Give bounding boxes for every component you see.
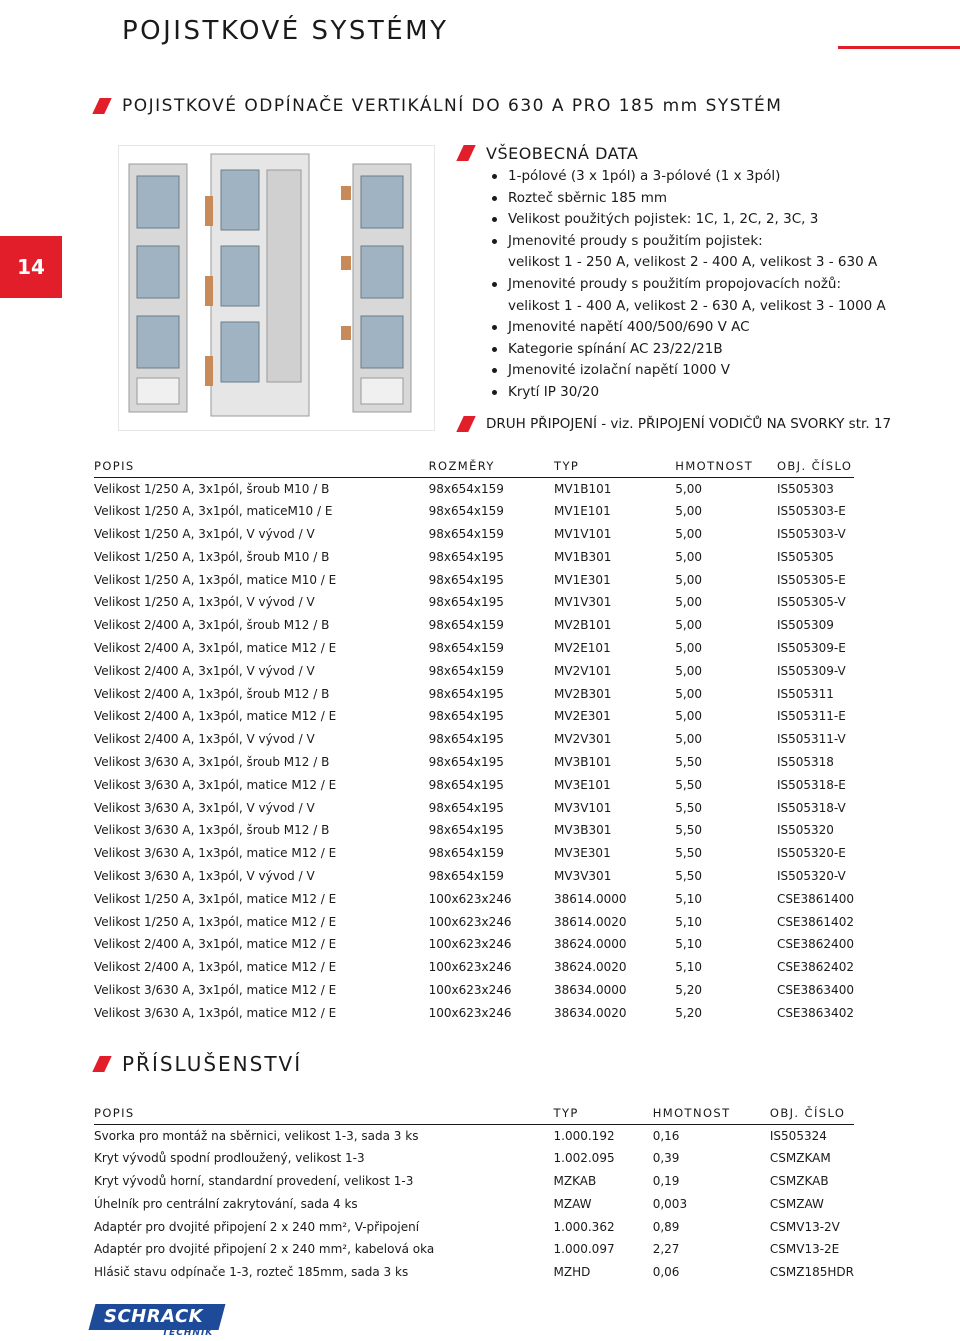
table-cell: IS505305 [776,549,834,564]
table-cell: Velikost 3/630 A, 3x1pól, V vývod / V [94,800,315,815]
table-row [94,1261,854,1284]
table-cell: Hlásič stavu odpínače 1-3, rozteč 185mm, sada 3 ks [94,1265,409,1280]
table-cell: 5,20 [675,1005,703,1020]
table-cell: MV3V301 [554,868,612,883]
table-cell: IS505303-V [776,526,846,541]
list-item: Krytí IP 30/20 [490,382,940,404]
table-cell: CSMV13-2E [769,1242,840,1257]
table-row [94,842,854,865]
table-row [94,1238,854,1261]
table-cell: 5,10 [675,914,703,929]
table-cell: Velikost 1/250 A, 1x3pól, matice M12 / E [94,914,337,929]
table-cell: Velikost 2/400 A, 3x1pól, šroub M12 / B [94,618,330,633]
table-cell: 5,00 [675,663,703,678]
table-cell: Velikost 2/400 A, 3x1pól, V vývod / V [94,663,315,678]
table-row [94,637,854,660]
table-cell: Velikost 1/250 A, 3x1pól, V vývod / V [94,526,315,541]
table-cell: 0,003 [652,1196,688,1211]
table-cell: Velikost 3/630 A, 3x1pól, matice M12 / E [94,777,337,792]
table-cell: MZKAB [553,1173,597,1188]
table-row [94,751,854,774]
fuse-unit-right [341,164,411,412]
table-cell: CSE3862402 [776,960,854,975]
table-cell: 0,16 [652,1128,680,1143]
table-cell: CSE3863400 [776,982,854,997]
col-header-description: POPIS [94,1102,554,1124]
table-cell: Velikost 3/630 A, 1x3pól, V vývod / V [94,868,315,883]
col-header-order-number: OBJ. ČÍSLO [777,455,854,477]
table-cell: 98x654x195 [428,549,504,564]
table-cell: 100x623x246 [428,960,512,975]
table-row [94,591,854,614]
table-cell: MV3E101 [554,777,611,792]
list-item: Jmenovité proudy s použitím propojovacích nožů: [490,274,940,296]
table-cell: Velikost 1/250 A, 1x3pól, šroub M10 / B [94,549,330,564]
table-cell: MZAW [553,1196,592,1211]
list-item-continued: velikost 1 - 250 A, velikost 2 - 400 A, velikost 3 - 630 A [508,254,878,271]
table-cell: 100x623x246 [428,914,512,929]
table-cell: MV2B101 [554,618,612,633]
table-cell: IS505305-E [776,572,846,587]
table-cell: CSE3863402 [776,1005,854,1020]
table-cell: 38614.0000 [554,891,627,906]
table-cell: 5,00 [675,595,703,610]
table-cell: Velikost 2/400 A, 3x1pól, matice M12 / E [94,937,337,952]
accessories-table [94,1102,854,1284]
table-cell: 100x623x246 [428,891,512,906]
table-cell: IS505309-E [776,640,846,655]
table-cell: MV2V301 [554,732,612,747]
table-cell: Velikost 2/400 A, 1x3pól, matice M12 / E [94,709,337,724]
table-cell: CSE3861400 [776,891,854,906]
table-cell: IS505320-E [776,846,846,861]
col-header-type: TYP [554,1102,653,1124]
table-cell: 1.000.192 [553,1128,615,1143]
table-cell: Velikost 2/400 A, 1x3pól, matice M12 / E [94,960,337,975]
table-cell: CSMZAW [769,1196,824,1211]
table-cell: 100x623x246 [428,982,512,997]
table-cell: 5,50 [675,800,703,815]
table-cell: IS505311 [776,686,834,701]
table-cell: 0,19 [652,1173,680,1188]
table-cell: 98x654x195 [428,709,504,724]
table-cell: 5,00 [675,732,703,747]
col-header-order-number: OBJ. ČÍSLO [770,1102,854,1124]
logo-name: SCHRACK [104,1306,204,1327]
list-item: Rozteč sběrnic 185 mm [490,188,940,210]
table-cell: 5,00 [675,504,703,519]
header-rule [838,46,960,49]
table-cell: Kryt vývodů spodní prodloužený, velikost 1-3 [94,1151,365,1166]
table-cell: IS505309 [776,618,834,633]
fuse-unit-left [129,164,187,412]
table-cell: 98x654x159 [428,868,504,883]
slash-icon [456,145,475,161]
table-cell: Úhelník pro centrální zakrytování, sada 4 ks [94,1196,358,1211]
table-row [94,477,854,500]
table-row [94,819,854,842]
table-cell: 98x654x159 [428,640,504,655]
table-cell: MV2B301 [554,686,612,701]
table-cell: IS505320-V [776,868,846,883]
table-cell: 1.000.097 [553,1242,615,1257]
table-cell: MV1E101 [554,504,611,519]
table-row [94,1147,854,1170]
table-cell: 5,00 [675,640,703,655]
table-cell: Velikost 3/630 A, 1x3pól, matice M12 / E [94,1005,337,1020]
table-cell: 98x654x159 [428,526,504,541]
table-row [94,979,854,1002]
list-item: Velikost použitých pojistek: 1C, 1, 2C, 2, 3C, 3 [490,209,940,231]
table-cell: 98x654x195 [428,686,504,701]
table-row [94,865,854,888]
product-photo [118,145,435,431]
list-item: Jmenovité napětí 400/500/690 V AC [490,317,940,339]
table-cell: 5,10 [675,891,703,906]
table-cell: 5,10 [675,937,703,952]
product-table [94,455,854,1024]
fuse-unit-middle [205,154,309,416]
table-cell: 5,00 [675,526,703,541]
table-cell: Velikost 3/630 A, 1x3pól, matice M12 / E [94,846,337,861]
table-cell: IS505303 [776,481,834,496]
table-row [94,682,854,705]
table-cell: CSE3862400 [776,937,854,952]
table-row [94,1192,854,1215]
section-title [96,96,782,116]
table-cell: 1.002.095 [553,1151,615,1166]
list-item: Kategorie spínání AC 23/22/21B [490,339,940,361]
table-cell: IS505309-V [776,663,846,678]
table-row [94,1215,854,1238]
table-cell: 98x654x195 [428,777,504,792]
table-row [94,910,854,933]
table-cell: IS505318-E [776,777,846,792]
table-cell: 5,00 [675,618,703,633]
table-cell: MV1B101 [554,481,612,496]
table-header-row [94,455,854,477]
table-cell: MV1V101 [554,526,612,541]
table-cell: 98x654x159 [428,618,504,633]
table-cell: Velikost 2/400 A, 1x3pól, šroub M12 / B [94,686,330,701]
table-cell: MV3B301 [554,823,612,838]
table-cell: IS505303-E [776,504,846,519]
table-cell: Velikost 1/250 A, 3x1pól, matice M12 / E [94,891,337,906]
table-cell: 38634.0020 [554,1005,627,1020]
table-cell: 38624.0020 [554,960,627,975]
table-cell: Velikost 3/630 A, 3x1pól, šroub M12 / B [94,754,330,769]
table-cell: Adaptér pro dvojité připojení 2 x 240 mm², V-připojení [94,1219,420,1234]
table-cell: 98x654x195 [428,823,504,838]
table-cell: 5,50 [675,823,703,838]
table-cell: 1.000.362 [553,1219,615,1234]
table-cell: Velikost 3/630 A, 3x1pól, matice M12 / E [94,982,337,997]
table-cell: 100x623x246 [428,1005,512,1020]
table-cell: 5,50 [675,777,703,792]
table-cell: Velikost 1/250 A, 3x1pól, šroub M10 / B [94,481,330,496]
logo-subtitle: TECHNIK [162,1328,214,1338]
list-item: Jmenovité proudy s použitím pojistek: [490,231,940,253]
table-cell: Velikost 1/250 A, 3x1pól, maticeM10 / E [94,504,333,519]
table-cell: 5,50 [675,868,703,883]
table-cell: 5,10 [675,960,703,975]
table-cell: CSMV13-2V [769,1219,840,1234]
page-title: POJISTKOVÉ SYSTÉMY [122,16,449,46]
table-cell: IS505311-E [776,709,846,724]
section-title-text: POJISTKOVÉ ODPÍNAČE VERTIKÁLNÍ DO 630 A PRO 185 mm SYSTÉM [122,96,783,116]
table-cell: 2,27 [652,1242,680,1257]
table-cell: CSMZ185HDR [769,1265,854,1280]
table-cell: IS505318-V [776,800,846,815]
table-cell: IS505318 [776,754,834,769]
list-item: 1-pólové (3 x 1pól) a 3-pólové (1 x 3pól) [490,166,940,188]
table-cell: MV2E301 [554,709,611,724]
col-header-weight: HMOTNOST [653,1102,770,1124]
table-cell: MV2V101 [554,663,612,678]
table-cell: 98x654x159 [428,846,504,861]
table-cell: 98x654x195 [428,595,504,610]
table-cell: 98x654x195 [428,732,504,747]
table-cell: MV1E301 [554,572,611,587]
table-cell: IS505311-V [776,732,846,747]
table-row [94,773,854,796]
table-cell: 0,89 [652,1219,680,1234]
table-row [94,545,854,568]
connection-note: DRUH PŘIPOJENÍ - viz. PŘIPOJENÍ VODIČŮ NA SVORKY str. 17 [460,416,891,432]
accessories-title: PŘÍSLUŠENSTVÍ [96,1052,302,1076]
table-cell: 0,39 [652,1151,680,1166]
table-cell: MV3V101 [554,800,612,815]
table-cell: IS505305-V [776,595,846,610]
table-cell: MZHD [553,1265,591,1280]
side-tab [0,0,62,1341]
schrack-logo [92,1302,222,1338]
table-cell: 100x623x246 [428,937,512,952]
table-cell: IS505324 [769,1128,827,1143]
slash-icon [92,98,111,114]
table-cell: 98x654x159 [428,481,504,496]
table-cell: MV1V301 [554,595,612,610]
table-cell: 5,00 [675,481,703,496]
table-cell: Adaptér pro dvojité připojení 2 x 240 mm², kabelová oka [94,1242,435,1257]
table-row [94,568,854,591]
table-cell: Velikost 2/400 A, 3x1pól, matice M12 / E [94,640,337,655]
table-row [94,500,854,523]
table-row [94,523,854,546]
page-number: 14 [0,236,62,298]
table-cell: CSMZKAM [769,1151,831,1166]
table-header-row [94,1102,854,1124]
slash-icon [92,1056,111,1072]
table-cell: 5,00 [675,549,703,564]
table-cell: MV3E301 [554,846,611,861]
table-cell: CSMZKAB [769,1173,829,1188]
list-item-continued: velikost 1 - 400 A, velikost 2 - 630 A, velikost 3 - 1000 A [508,297,886,314]
table-cell: Velikost 1/250 A, 1x3pól, matice M10 / E [94,572,337,587]
table-cell: MV1B301 [554,549,612,564]
table-row [94,1124,854,1147]
table-cell: MV2E101 [554,640,611,655]
table-cell: 98x654x195 [428,572,504,587]
table-cell: IS505320 [776,823,834,838]
table-cell: 98x654x159 [428,504,504,519]
col-header-type: TYP [554,455,675,477]
table-cell: Velikost 3/630 A, 1x3pól, šroub M12 / B [94,823,330,838]
col-header-dimensions: ROZMĚRY [429,455,554,477]
table-row [94,933,854,956]
table-row [94,887,854,910]
general-data-title: VŠEOBECNÁ DATA [460,142,940,164]
list-item: Jmenovité izolační napětí 1000 V [490,360,940,382]
table-cell: Velikost 1/250 A, 1x3pól, V vývod / V [94,595,315,610]
general-data [460,142,940,404]
general-data-list [490,166,940,404]
table-cell: 38624.0000 [554,937,627,952]
table-cell: 5,50 [675,846,703,861]
table-cell: 5,00 [675,686,703,701]
table-cell: 98x654x195 [428,800,504,815]
table-cell: CSE3861402 [776,914,854,929]
table-cell: 5,00 [675,572,703,587]
table-cell: Svorka pro montáž na sběrnici, velikost 1-3, sada 3 ks [94,1128,419,1143]
table-row [94,796,854,819]
table-row [94,1001,854,1024]
table-cell: 5,00 [675,709,703,724]
table-cell: 98x654x195 [428,754,504,769]
table-row [94,728,854,751]
table-cell: Kryt vývodů horní, standardní provedení, velikost 1-3 [94,1173,414,1188]
col-header-weight: HMOTNOST [675,455,777,477]
fuse-switch-illustration [119,146,436,432]
table-cell: MV3B101 [554,754,612,769]
table-cell: 38634.0000 [554,982,627,997]
table-cell: 98x654x159 [428,663,504,678]
table-row [94,1170,854,1193]
table-cell: 0,06 [652,1265,680,1280]
slash-icon [456,416,475,432]
table-cell: 38614.0020 [554,914,627,929]
table-row [94,705,854,728]
table-cell: 5,20 [675,982,703,997]
table-row [94,956,854,979]
table-cell: Velikost 2/400 A, 1x3pól, V vývod / V [94,732,315,747]
col-header-description: POPIS [94,455,429,477]
table-cell: 5,50 [675,754,703,769]
table-row [94,614,854,637]
table-row [94,659,854,682]
